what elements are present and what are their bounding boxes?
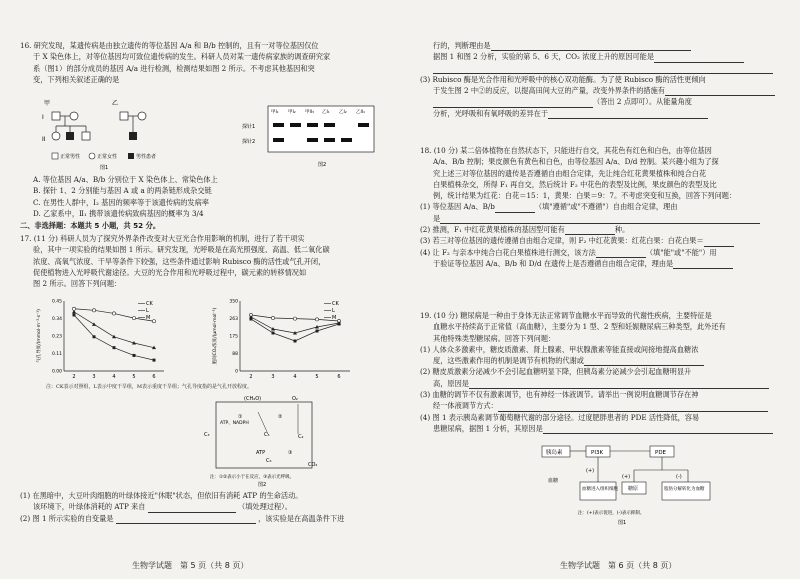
left-footer: 生物学试题 第 5 页（共 8 页） (132, 560, 249, 570)
q17c-line5: （答出 2 点即可）。从能量角度 (593, 97, 692, 107)
data-point (92, 309, 95, 312)
q18-line3: 究上述三对等位基因的遗传是否遵循自由组合定律，先让纯合红花黄果植株和纯合白花 (433, 168, 707, 178)
answer-blank[interactable] (704, 238, 734, 247)
q16-option-a: A. 等位基因 A/a、B/b 分别位于 X 染色体上、常染色体上 (33, 175, 218, 184)
q18-sub1a: (1) 等位基因 A/a、B/b (420, 202, 495, 212)
legend-label: L (332, 308, 335, 314)
answer-blank[interactable] (665, 87, 775, 96)
data-point (72, 310, 76, 314)
family-a-label: 甲 (44, 100, 51, 107)
answer-blank[interactable] (148, 504, 236, 513)
answer-blank[interactable] (596, 249, 646, 258)
intercellular-co2-chart (210, 295, 380, 383)
question-19 (420, 310, 792, 434)
question-16 (20, 40, 390, 85)
q19-line8: (3) 血糖的调节不仅有激素调节，也有神经一体液调节。请举出一例说明血糖调节存在神 (420, 390, 699, 400)
pathway-fig-label: 图1 (618, 520, 627, 526)
answer-blank[interactable] (543, 425, 773, 434)
left-page (20, 0, 390, 579)
plus-sign-1: (+) (586, 468, 595, 474)
q17-line-4: 促使植物进入光呼吸代谢途径。大豆的光合作用和光呼吸过程中，碳元素的转移情况如 (33, 267, 307, 277)
svg-text:O₂: O₂ (292, 396, 298, 402)
answer-blank[interactable] (654, 54, 744, 63)
y-tick-label: 0.45 (51, 299, 62, 305)
y-tick-label: 0.00 (51, 369, 62, 375)
gen-i-label: I (42, 114, 44, 121)
q16-line-1: 16. 研究发现，某遗传病是由独立遗传的等位基因 A/a 和 B/b 控制的，且有一对等位基因仅位 (20, 41, 319, 50)
data-point (293, 317, 296, 320)
answer-blank[interactable] (565, 226, 615, 235)
pde-box: PDE (655, 450, 667, 456)
data-point (92, 322, 96, 326)
insulin-box: 胰岛素 (546, 450, 563, 456)
y-tick-label: 263 (229, 317, 238, 322)
legend-label: CK (332, 301, 339, 307)
q17c-line2: 据图 1 和图 2 分析，实验的第 5、6 天，CO₂ 浓度上升的原因可能是 (433, 52, 655, 62)
q17-sub1-line3: （填处理过程）。 (238, 502, 292, 512)
pi3k-box: PI3K (591, 450, 604, 456)
data-point (93, 335, 96, 338)
q16-option-b: B. 探针 1、2 分别能与基因 A 或 a 的两条链形成杂交链 (33, 186, 212, 196)
q18-sub4c: 于验证等位基因 A/a、B/b 和 D/d 在遗传上是否遵循自由组合定律，理由是 (433, 258, 674, 268)
q17c-line3: (3) Rubisco 酶是光合作用和光呼吸中的核心双功能酶。为了使 Rubisco 酶的活性更倾向 (420, 74, 706, 84)
cycle-fig-label: 图2 (258, 482, 267, 488)
answer-blank[interactable] (673, 260, 733, 269)
q19-line11: 患糖尿病，据图 1 分析，其原因是 (433, 423, 543, 433)
q16-line-3: 系（图1）的部分成员的基因 A/a 进行检测，检测结果如图 2 所示。不考虑其他基因和突 (33, 63, 315, 73)
q17-line-3: 浓度、高氧气浓度、干旱等条件下较强，这些条件通过影响 Rubisco 酶的活性或气孔开闭， (33, 256, 326, 266)
q16-line-4: 变，下列相关叙述正确的是 (33, 74, 120, 84)
probe-col-4: 乙I₁ (322, 110, 330, 115)
data-point (271, 327, 275, 331)
answer-blank[interactable] (498, 403, 768, 412)
right-page (420, 0, 790, 579)
probe-col-6: 乙II₁ (356, 110, 365, 115)
q17-sub1-line2: 该环境下，叶绿体消耗的 ATP 来自 (33, 502, 146, 512)
q19-line2: 血糖水平持续高于正常值（高血糖），主要分为 1 型、2 型和妊娠糖尿病三种类型，此外还有 (433, 322, 726, 332)
probe-col-3: 甲II₃ (305, 110, 314, 115)
q19-line3: 其他特殊类型糖尿病。回答下列问题： (433, 333, 556, 343)
x-tick-label: 4 (112, 374, 116, 380)
q17-sub2-line2: ，该实验是在高温条件下进 (258, 513, 345, 523)
fig2-label: 图2 (318, 162, 327, 168)
q18-line1: 18. (10 分) 某二倍体植物在自然状态下，只能进行自交，其花色有红色和白色，由等位基因 (420, 146, 712, 155)
svg-text:ATP: ATP (256, 450, 266, 456)
probe-row-2: 探针2 (242, 139, 256, 145)
legend-affected-male: 男性患者 (136, 154, 157, 160)
right-footer: 生物学试题 第 6 页（共 8 页） (560, 560, 677, 570)
data-point (113, 346, 116, 349)
data-point (112, 312, 115, 315)
minus-sign: (-) (676, 474, 682, 480)
legend-label: CK (146, 301, 153, 307)
pathway-note: 注：(+)表示促进，(-)表示抑制。 (578, 511, 645, 516)
svg-text:C₃: C₃ (204, 432, 210, 438)
q19-line4: (1) 人体众多激素中，糖皮质激素、肾上腺素、甲状腺激素等能直接或间接地提高血糖浓 (420, 344, 699, 354)
data-point (338, 323, 341, 326)
svg-text:①: ① (238, 414, 243, 420)
q17-line-2: 验，其中一项实验的结果如图 1 所示。研究发现，光呼吸是在高光照强度、高温、低二氧化碳 (33, 245, 330, 255)
probe-col-1: 甲I₁ (271, 110, 279, 115)
data-point (133, 354, 136, 357)
x-tick-label: 2 (72, 374, 76, 380)
fig1-label: 图1 (100, 165, 109, 171)
family-b-label: 乙 (112, 100, 119, 107)
q18-sub4b: （填"能"或"不能"）用 (645, 247, 717, 257)
probe-figure (238, 104, 378, 170)
svg-text:③: ③ (288, 450, 293, 456)
glycogen-box: 糖原 (628, 486, 639, 492)
q17-line-5: 图 2 所示。回答下列问题： (33, 279, 122, 289)
q18-line4: 白果植株杂交，所得 F₁ 再自交，然后统计 F₂ 中花色的表型及比例，果皮颜色的表型及比 (433, 179, 717, 189)
q19-line6: (2) 糖皮质激素分泌减少不会引起血糖明显下降，但胰岛素分泌减少会引起血糖明显升 (420, 367, 692, 377)
answer-blank[interactable] (495, 204, 535, 213)
data-point (132, 317, 135, 320)
cycle-note: 注：①②表示小于在反应，③表示光呼吸。 (210, 475, 295, 480)
data-point (315, 318, 318, 321)
q17-line-1: 17. (11 分) 科研人员为了探究外界条件改变对大豆光合作用影响的机制，进行了若干项实 (20, 234, 305, 243)
data-point (272, 332, 275, 335)
data-point (294, 340, 297, 343)
carbon-cycle-diagram (198, 394, 328, 488)
q19-line7: 高，原因是 (433, 378, 469, 388)
probe-row-1: 探针1 (242, 124, 256, 130)
answer-blank[interactable] (584, 357, 704, 366)
y-axis-label: 胞间CO₂浓度/(µmol·mol⁻¹) (213, 307, 218, 365)
probe-col-2: 甲I₂ (288, 110, 296, 115)
y-axis-label: 气孔导度/(mmol·m⁻²·s⁻¹) (37, 309, 42, 363)
stomatal-conductance-chart (34, 295, 194, 383)
insulin-pathway-figure (538, 442, 718, 532)
x-tick-label: 5 (315, 374, 319, 380)
glucose-entry-box: 血糖进入组织细胞 (582, 487, 618, 492)
q16-option-d: D. 乙家系中，Ⅱ₁ 携带该遗传病致病基因的概率为 3/4 (33, 208, 204, 218)
x-tick-label: 2 (249, 374, 253, 380)
question-17 (20, 233, 390, 289)
y-tick-label: 175 (229, 334, 238, 340)
legend-normal-female: 正常女性 (97, 154, 118, 160)
chart-note: 注：CK表示对照组，L表示中度干旱组，M表示重度干旱组；气孔导度指的是气孔开放程度。 (46, 384, 253, 390)
q18-sub3: (3) 若三对等位基因的遗传遵循自由组合定律，则 F₂ 中红花黄果：红花白果：白花白果＝ (420, 236, 704, 246)
x-tick-label: 5 (132, 374, 136, 380)
q18-sub2a: (2) 推测，F₁ 中红花黄果植株的基因型可能有 (420, 225, 565, 235)
svg-text:CO₂: CO₂ (308, 462, 318, 468)
answer-blank[interactable] (433, 65, 773, 74)
answer-blank[interactable] (469, 380, 769, 389)
q18-line2: A/a、B/b 控制；果皮颜色有黄色和白色，由等位基因 A/a、D/d 控制。某兴趣小组为了探 (433, 157, 719, 167)
data-point (152, 320, 155, 323)
q17-sub2-line1: (2) 图 1 所示实验的自变量是 (20, 513, 114, 523)
y-tick-label: 350 (229, 299, 238, 305)
lipolysis-box: 脂肪分解转化为血糖 (664, 487, 705, 492)
legend-label: M (146, 315, 151, 321)
svg-text:C₅: C₅ (266, 458, 272, 464)
answer-blank[interactable] (548, 110, 708, 119)
y-tick-label: 0.11 (51, 352, 62, 357)
svg-text:(CH₂O): (CH₂O) (244, 396, 262, 402)
answer-blank[interactable] (116, 515, 256, 524)
q17-subquestions (20, 490, 390, 524)
q18-sub1b: （填"遵循"或"不遵循"）自由组合定律，理由 (534, 202, 678, 212)
y-tick-label: 0 (235, 369, 238, 375)
q17c-line6: 分析，光呼吸和有氧呼吸的差异在于 (433, 108, 549, 118)
q17-sub1-line1: (1) 在黑暗中，大豆叶肉细胞的叶绿体接近"休眠"状态，但依旧有消耗 ATP 的生命活动。 (20, 491, 303, 500)
answer-blank[interactable] (491, 42, 691, 51)
y-tick-label: 0.23 (51, 334, 62, 340)
q19-line9: 经一体液调节方式： (433, 401, 498, 411)
data-point (271, 316, 274, 319)
data-point (250, 318, 253, 321)
answer-blank[interactable] (440, 215, 760, 224)
pedigree-figure (40, 96, 190, 172)
svg-text:②: ② (278, 414, 283, 420)
glucose-label: 血糖 (548, 478, 559, 484)
x-tick-label: 6 (152, 374, 156, 380)
y-tick-label: 88 (232, 352, 238, 357)
q18-sub1c: 是 (433, 213, 441, 223)
svg-text:C₃: C₃ (264, 432, 270, 438)
x-tick-label: 4 (293, 374, 297, 380)
q16-line-2: 于 X 染色体上，对等位基因均可致位遗传病的发生。科研人员对某一遗传病家族的调查研究家 (33, 52, 331, 62)
svg-text:ATP、NADPH: ATP、NADPH (220, 421, 249, 426)
q16-options (33, 174, 383, 219)
legend-normal-male: 正常男性 (60, 154, 81, 160)
series-line-M (251, 319, 339, 341)
data-point (153, 359, 156, 362)
q17c-line4: 于发生图 2 中②的反应，以提高田间大豆的产量，改变外界条件的措施有 (433, 86, 665, 96)
q18-sub2b: 种。 (614, 225, 630, 235)
y-tick-label: 0.34 (51, 317, 62, 322)
data-point (316, 330, 319, 333)
q18-sub4a: (4) 让 F₂ 与亲本中纯合白花白果植株进行测交，该方法 (420, 247, 596, 257)
x-tick-label: 6 (337, 374, 341, 380)
legend-label: M (332, 315, 337, 321)
answer-blank[interactable] (433, 99, 593, 108)
legend-label: L (146, 308, 149, 314)
q16-option-c: C. 在男性人群中，I₂ 基因的频率等于该遗传病的发病率 (33, 197, 209, 207)
q19-line10: (4) 图 1 表示胰岛素调节葡萄糖代谢的部分途径。过度肥胖患者的 PDE 活性降低，容易 (420, 412, 700, 422)
q17-continued (420, 40, 792, 119)
section-2-heading: 二、非选择题：本题共 5 小题，共 52 分。 (20, 221, 161, 230)
q18-line5: 例，统计结果为红花：白花＝15：1，黄果：白果＝9：7。不考虑突变和互换，回答下列问题： (433, 191, 737, 201)
data-point (73, 314, 76, 317)
x-tick-label: 3 (92, 374, 96, 380)
q17c-line1: 行的，判断理由是 (433, 41, 491, 50)
plus-sign-2: (+) (622, 474, 631, 480)
svg-text:C₂: C₂ (298, 434, 304, 440)
probe-col-5: 乙I₂ (339, 110, 347, 115)
gen-ii-label: II (42, 136, 46, 143)
q19-line1: 19. (10 分) 糖尿病是一种由于身体无法正常调节血糖水平而导致的代谢性疾病，主要特征是 (420, 311, 712, 320)
x-tick-label: 3 (271, 374, 275, 380)
q19-line5: 度，这些激素作用的机制是调节有机物的代谢或 (433, 356, 584, 366)
data-point (112, 335, 116, 339)
question-18 (420, 145, 792, 269)
